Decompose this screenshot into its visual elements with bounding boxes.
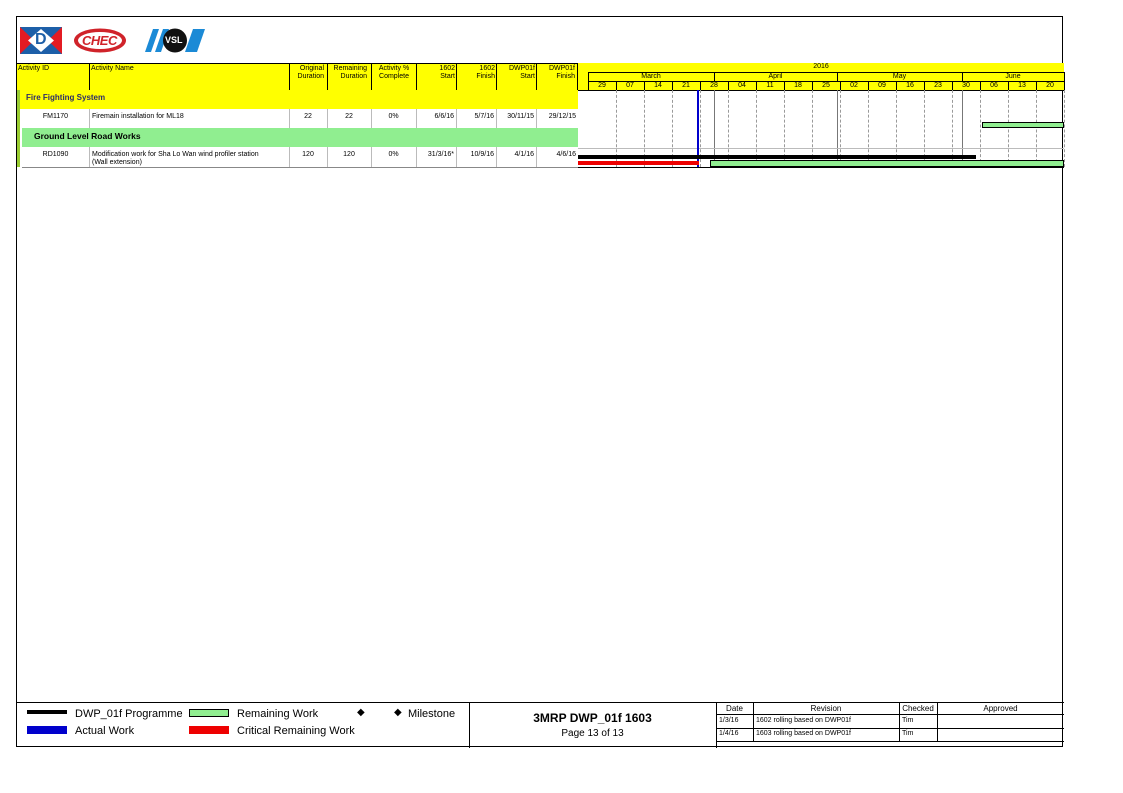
col-remaining-duration-l2: Duration	[340, 73, 367, 80]
timescale-week-1: 29	[598, 82, 606, 89]
col-1602-start	[417, 65, 455, 81]
cell-rd1090-name-l1: Modification work for Sha Lo Wan wind profiler station	[92, 151, 259, 158]
gantt-week-gridline	[1036, 90, 1037, 167]
col-dwp01f-finish-l1: DWP01f	[548, 65, 575, 72]
col-remaining-duration-l1: Remaining	[333, 65, 367, 72]
cell-rd1090-name	[92, 151, 288, 167]
cell-fm1170-dwp-start: 30/11/15	[507, 113, 534, 120]
cell-fm1170-dwp-finish: 29/12/15	[548, 113, 576, 120]
schedule-sheet	[16, 16, 1063, 747]
cell-rd1090-id: RD1090	[42, 151, 69, 158]
col-dwp01f-start-l2: Start	[520, 73, 535, 80]
cell-fm1170-rem: 22	[345, 113, 353, 120]
timescale-week-6: 04	[738, 82, 746, 89]
col-activity-complete	[372, 65, 416, 81]
cell-rd1090-dwp-finish: 4/6/16	[556, 151, 576, 158]
timescale-week-14: 30	[962, 82, 970, 89]
col-original-duration-l1: Original	[299, 65, 324, 72]
vsl-logo-text: VSL	[165, 35, 183, 45]
dragages-logo	[20, 27, 62, 54]
gantt-week-gridline	[1008, 90, 1009, 167]
legend-critical-swatch	[189, 726, 229, 734]
col-dwp01f-start	[497, 65, 535, 81]
cell-fm1170-orig: 22	[304, 113, 312, 120]
bar-fm1170-remaining[interactable]	[982, 122, 1064, 128]
cell-fm1170-name: Firemain installation for ML18	[92, 113, 184, 120]
legend-critical-label: Critical Remaining Work	[237, 725, 355, 737]
group-stripe-fire	[17, 90, 20, 167]
timescale-week-11: 09	[878, 82, 886, 89]
col-1602-start-l2: Start	[440, 73, 455, 80]
col-remaining-duration	[328, 65, 367, 81]
timescale-week-13: 23	[934, 82, 942, 89]
col-1602-finish	[457, 65, 495, 81]
vsl-logo	[139, 27, 207, 54]
rev-header-approved: Approved	[983, 704, 1018, 713]
cell-rd1090-rem: 120	[343, 151, 355, 158]
col-dwp01f-finish	[537, 65, 575, 81]
legend-actual-label: Actual Work	[75, 725, 135, 737]
rev-row-2-revision: 1603 rolling based on DWP01f	[756, 730, 851, 737]
timescale-week-2: 07	[626, 82, 634, 89]
bar-rd1090-critical[interactable]	[578, 161, 699, 165]
timescale-week-16: 13	[1018, 82, 1026, 89]
col-1602-finish-l1: 1602	[479, 65, 495, 72]
gantt-week-gridline	[980, 90, 981, 167]
timescale-month-march: March	[641, 73, 661, 80]
col-1602-start-l1: 1602	[439, 65, 455, 72]
cell-fm1170-1602-finish: 5/7/16	[474, 113, 494, 120]
page-number: Page 13 of 13	[561, 728, 624, 739]
col-original-duration	[290, 65, 324, 81]
rev-row-1-date: 1/3/16	[719, 717, 739, 724]
cell-fm1170-id: FM1170	[42, 113, 69, 120]
legend-programme-swatch	[27, 710, 67, 714]
timescale-year: 2016	[813, 63, 829, 70]
timescale-week-5: 28	[710, 82, 718, 89]
col-activity-complete-l1: Activity %	[378, 65, 410, 72]
cell-rd1090-dwp-start: 4/1/16	[514, 151, 534, 158]
timescale-week-3: 14	[654, 82, 662, 89]
legend-milestone-label: Milestone	[408, 708, 456, 720]
timescale-week-7: 11	[766, 82, 774, 89]
timescale-month-april: April	[768, 73, 783, 80]
bar-rd1090-remaining[interactable]	[710, 160, 1064, 167]
rev-header-revision: Revision	[810, 704, 842, 713]
timescale-month-june: June	[1005, 73, 1021, 80]
col-activity-complete-l2: Complete	[379, 73, 409, 80]
rev-row-1-revision: 1602 rolling based on DWP01f	[756, 717, 851, 724]
timescale-week-4: 21	[682, 82, 690, 89]
bar-rd1090-programme[interactable]	[578, 155, 976, 159]
col-dwp01f-finish-l2: Finish	[556, 73, 575, 80]
col-activity-name: Activity Name	[91, 65, 134, 72]
col-activity-id: Activity ID	[18, 65, 50, 72]
group-title-road: Ground Level Road Works	[34, 131, 141, 141]
report-title: 3MRP DWP_01f 1603	[533, 711, 652, 725]
timescale-week-9: 25	[822, 82, 830, 89]
chec-logo-text: CHEC	[82, 33, 117, 48]
legend-actual-swatch	[27, 726, 67, 734]
col-original-duration-l2: Duration	[297, 73, 324, 80]
timescale-week-12: 16	[906, 82, 914, 89]
legend-programme-label: DWP_01f Programme	[75, 708, 183, 720]
cell-rd1090-name-l2: (Wall extension)	[92, 159, 142, 166]
legend-remaining-label: Remaining Work	[237, 708, 319, 720]
cell-rd1090-pct: 0%	[388, 151, 399, 158]
gantt-week-gridline	[1064, 90, 1065, 167]
rev-header-date: Date	[726, 704, 743, 713]
cell-rd1090-1602-start: 31/3/16*	[427, 151, 454, 158]
timescale-week-17: 20	[1046, 82, 1054, 89]
group-title-fire: Fire Fighting System	[26, 93, 106, 102]
chec-logo	[73, 27, 127, 54]
timescale-week-10: 02	[850, 82, 858, 89]
timescale-week-8: 18	[794, 82, 802, 89]
rev-row-2-checked: Tim	[902, 730, 914, 737]
legend-milestone-diamond-icon: ◆	[357, 707, 365, 718]
timescale-week-15: 06	[990, 82, 998, 89]
legend-remaining-swatch	[189, 709, 229, 717]
col-1602-finish-l2: Finish	[476, 73, 495, 80]
cell-rd1090-orig: 120	[302, 151, 314, 158]
legend-milestone-diamond-icon-2: ◆	[394, 707, 402, 718]
dragages-logo-letter: D	[35, 31, 47, 48]
col-dwp01f-start-l1: DWP01f	[508, 65, 535, 72]
rev-row-2-date: 1/4/16	[719, 730, 739, 737]
rev-header-checked: Checked	[902, 704, 934, 713]
rev-row-1-checked: Tim	[902, 717, 914, 724]
cell-fm1170-pct: 0%	[388, 113, 399, 120]
timescale-month-may: May	[892, 73, 907, 80]
cell-rd1090-1602-finish: 10/9/16	[470, 151, 494, 158]
cell-fm1170-1602-start: 6/6/16	[434, 113, 454, 120]
